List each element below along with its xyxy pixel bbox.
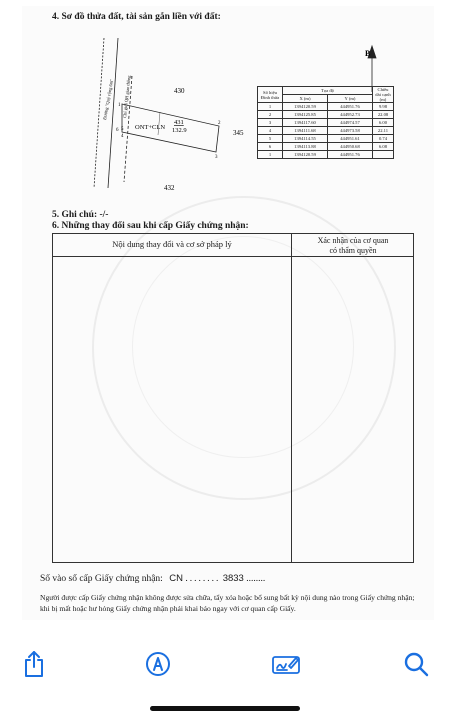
bottom-toolbar [0,644,450,684]
table-row: 1 1394120.59 444951.76 9.98 [258,103,394,111]
table-row: 2 1394125.85 444952.73 22.08 [258,111,394,119]
point-4: 4 [121,134,124,139]
share-button[interactable] [14,644,54,684]
search-button[interactable] [396,644,436,684]
section6-title: 6. Những thay đổi sau khi cấp Giấy chứng nhận: [52,221,249,231]
register-number: 3833 [222,573,244,584]
col-edge-header: Chiều dài cạnh (m) [373,87,394,103]
signature-button[interactable] [266,644,306,684]
lane-label: Chỉ giới QH giao thông [122,75,132,119]
land-type: ONT+CLN [135,124,166,131]
road-label: Đường "Quý rộng 6m" [102,78,115,121]
column-divider [291,234,292,562]
coordinate-table [257,86,394,159]
parcel-right-number: 345 [233,129,244,137]
document-note: Người được cấp Giấy chứng nhận không được sửa chữa, tẩy xóa hoặc bổ sung bất kỳ nội dung nào trong Giấy chứng nhận; khi bị mất hoặc hư hỏng Giấy chứng nhận phải khai báo ngay với cơ quan cấp Giấy. [40,593,415,613]
section5-title: 5. Ghi chú: -/- [52,210,109,220]
col-x-header: X (m) [283,95,328,103]
share-icon [22,650,46,678]
section4-title: 4. Sơ đồ thửa đất, tài sản gắn liền với đất: [52,12,221,22]
col-y-header: Y (m) [328,95,373,103]
markup-icon [145,651,171,677]
changes-column-header: Nội dung thay đổi và cơ sở pháp lý [112,239,232,249]
changes-table [52,233,414,563]
home-indicator[interactable] [150,706,300,711]
table-row: 5 1394114.55 444951.61 0.74 [258,135,394,143]
parcel-bottom-number: 432 [164,184,175,192]
point-5: 5 [121,127,124,132]
signature-icon [271,652,301,676]
register-number-line: Số vào sổ cấp Giấy chứng nhận: CN ........ 3833 ........ [40,573,266,584]
parcel-area: 132.9 [172,127,187,134]
register-label: Số vào sổ cấp Giấy chứng nhận: [40,574,163,584]
col-point-header: Số hiệu Đỉnh thửa [258,87,283,103]
point-3: 3 [215,155,218,160]
table-row: 4 1394111.68 444973.58 22.11 [258,127,394,135]
search-icon [403,651,429,677]
north-arrow-label: B [365,49,371,58]
table-row: 1 1394120.59 444951.76 [258,151,394,159]
point-1: 1 [118,103,121,108]
parcel-top-number: 430 [174,87,185,95]
col-coord-header: Tọa độ [283,87,373,95]
parcel-number: 431 [174,119,184,126]
point-6: 6 [116,128,119,133]
register-prefix: CN [169,573,183,584]
table-row: 3 1394117.60 444974.57 6.00 [258,119,394,127]
table-row: 6 1394113.88 444950.68 6.08 [258,143,394,151]
authority-column-header: Xác nhận của cơ quan có thẩm quyền [317,236,389,255]
markup-button[interactable] [138,644,178,684]
point-2: 2 [218,121,221,126]
